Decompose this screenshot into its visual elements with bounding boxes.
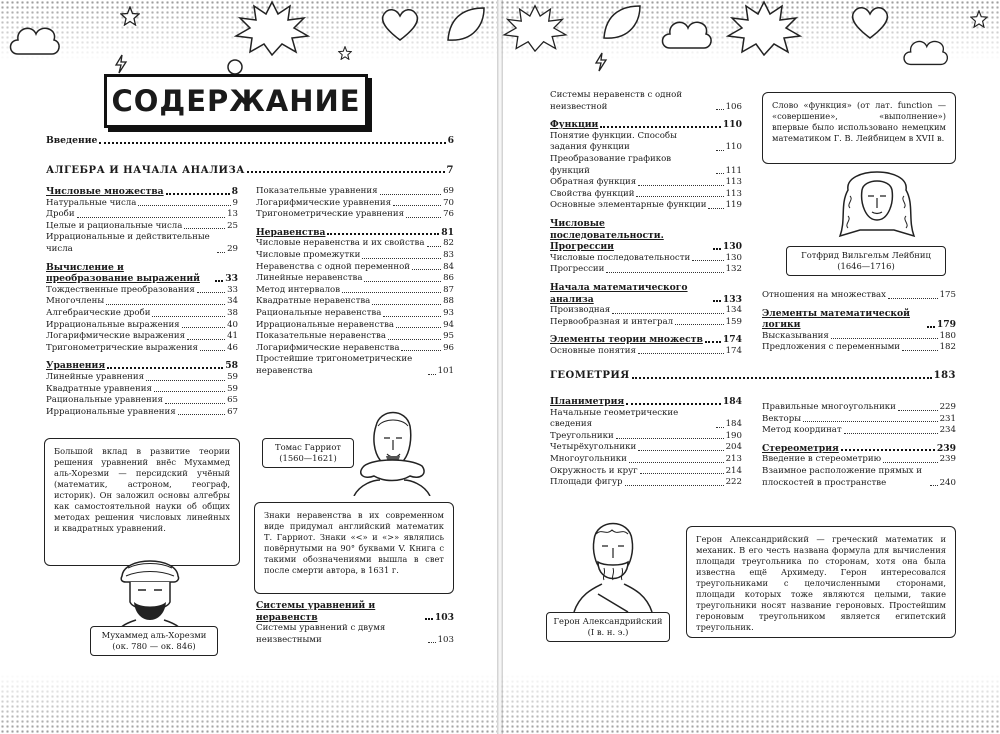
toc-entry-label: Окружность и круг [550, 465, 638, 476]
toc-page-number: 59 [227, 383, 238, 394]
toc-page-number: 84 [443, 261, 454, 272]
toc-page-number: 83 [443, 249, 454, 260]
toc-column [256, 600, 454, 646]
leaf-icon [444, 4, 488, 44]
leibniz-info-box: Слово «функция» (от лат. function — «совершение», «выполнение») впервые было использовано немецким математиком Г. В. Лейбницем в XVII в. [762, 92, 956, 164]
toc-entry-label: Системы неравенств с одной неизвестной [550, 90, 683, 112]
toc-page-number: 70 [443, 197, 454, 208]
toc-page-number: 65 [227, 395, 238, 406]
toc-entry-label: Правильные многоугольники [762, 402, 896, 412]
toc-section-heading [46, 360, 238, 372]
toc-entry [46, 285, 238, 297]
toc-entry [762, 425, 956, 437]
toc-page-number: 113 [725, 188, 742, 199]
toc-entry-label: Логарифмические неравенства [256, 342, 400, 353]
toc-entry-label: Линейные уравнения [46, 371, 145, 382]
toc-entry [256, 186, 454, 198]
toc-page-number: 106 [725, 101, 742, 112]
toc-entry [256, 354, 454, 377]
toc-page-number: 190 [725, 430, 742, 441]
toc-page-number: 33 [227, 284, 238, 295]
toc-entry [550, 131, 742, 154]
section-header-geometry: ГЕОМЕТРИЯ 183 [550, 370, 956, 381]
harriot-caption: Томас Гарриот (1560—1621) [262, 438, 354, 468]
toc-entry [46, 331, 238, 343]
toc-entry-label: Элементы математической логики [762, 307, 910, 331]
toc-column [256, 186, 454, 378]
toc-entry [762, 290, 956, 302]
leibniz-caption: Готфрид Вильгельм Лейбниц (1646—1716) [786, 246, 946, 276]
toc-page-number: 103 [437, 634, 454, 645]
toc-page-number: 180 [939, 330, 956, 341]
toc-page-number: 134 [725, 305, 742, 316]
toc-page-number: 29 [227, 243, 238, 254]
toc-page-number: 58 [225, 360, 238, 372]
burst-icon [724, 0, 804, 56]
toc-column [550, 396, 742, 489]
toc-entry-label: Неравенства [256, 226, 326, 238]
toc-entry [550, 305, 742, 317]
toc-entry-label: Иррациональные неравенства [256, 319, 395, 330]
star-icon [120, 6, 140, 26]
toc-page-number: 231 [939, 413, 956, 424]
toc-entry-label: Дроби [46, 209, 75, 220]
toc-entry-label: Треугольники [550, 430, 614, 441]
toc-entry-label: Понятие функции. Способы задания функции [550, 130, 677, 153]
toc-entry-label: Основные понятия [550, 345, 636, 356]
toc-geometry [550, 370, 956, 382]
toc-entry-label: Преобразование графиков функций [550, 153, 672, 176]
toc-page-number: 159 [725, 316, 742, 327]
toc-section-heading [550, 119, 742, 131]
toc-column [46, 186, 238, 418]
toc-entry-label: Системы уравнений и неравенств [256, 600, 376, 623]
toc-entry [46, 320, 238, 332]
toc-entry-label: Уравнения [46, 360, 106, 372]
star-icon [970, 10, 988, 28]
harriot-portrait [350, 404, 434, 496]
section-header-algebra: АЛГЕБРА И НАЧАЛА АНАЛИЗА 7 [46, 164, 454, 176]
toc-entry-label: Начала математического анализа [550, 281, 688, 305]
toc-section-heading [550, 334, 742, 346]
toc-entry-label: Показательные неравенства [256, 331, 386, 342]
toc-entry-label: Числовые промежутки [256, 249, 361, 260]
toc-entry [550, 477, 742, 489]
toc-entry-label: Числовые последовательности [550, 252, 691, 263]
toc-entry-label: Квадратные уравнения [46, 383, 152, 394]
toc-page-number: 184 [722, 396, 742, 407]
toc-page-number: 25 [227, 220, 238, 231]
toc-page-number: 133 [722, 293, 742, 305]
toc-page-number: 110 [725, 142, 742, 153]
toc-entry [256, 308, 454, 320]
toc-entry-label: Предложения с переменными [762, 342, 901, 353]
toc-entry [550, 177, 742, 189]
toc-entry [46, 343, 238, 355]
toc-entry-label: Первообразная и интеграл [550, 316, 674, 327]
toc-entry-label: Иррациональные уравнения [46, 406, 176, 417]
toc-page-number: 13 [227, 209, 238, 220]
toc-entry [256, 343, 454, 355]
toc-entry [762, 454, 956, 466]
toc-section-heading [256, 600, 454, 623]
toc-entry [762, 342, 956, 354]
toc-page-number: 111 [725, 165, 742, 176]
page-title: СОДЕРЖАНИЕ [104, 74, 368, 128]
toc-entry [46, 198, 238, 210]
toc-entry-label: Многочлены [46, 296, 105, 307]
toc-section-heading [256, 227, 454, 239]
toc-entry-label: Высказывания [762, 330, 829, 341]
heron-portrait [568, 512, 658, 612]
toc-entry [256, 262, 454, 274]
toc-entry-label: Производная [550, 305, 611, 316]
toc-entry-label: Планиметрия [550, 396, 625, 407]
toc-page-number: 240 [939, 477, 956, 488]
toc-page-number: 8 [231, 186, 238, 197]
heart-icon [380, 6, 420, 42]
toc-page-number: 46 [227, 342, 238, 353]
toc-entry-label: Логарифмические уравнения [256, 197, 392, 208]
toc-entry [550, 264, 742, 276]
toc-entry: Введение 6 [46, 135, 454, 146]
toc-entry [256, 198, 454, 210]
toc-column [762, 290, 956, 354]
toc-page-number: 214 [725, 465, 742, 476]
toc-page-number: 110 [722, 119, 742, 131]
toc-entry [46, 296, 238, 308]
toc-entry [762, 331, 956, 343]
toc-entry [550, 189, 742, 201]
toc-entry-label: Показательные уравнения [256, 186, 378, 196]
toc-column [762, 402, 956, 489]
halftone-pattern [500, 674, 1000, 734]
toc-entry [46, 384, 238, 396]
toc-page-number: 103 [434, 611, 454, 623]
cloud-icon [900, 34, 950, 68]
toc-entry-label: Метод координат [762, 425, 842, 436]
toc-entry [762, 414, 956, 426]
star-icon [338, 46, 352, 60]
toc-entry-label: Четырёхугольники [550, 442, 637, 453]
toc-entry-label: Натуральные числа [46, 197, 137, 208]
toc-page-number: 239 [939, 454, 956, 465]
toc-page-number: 213 [725, 453, 742, 464]
toc-page-number: 59 [227, 371, 238, 382]
toc-page-number: 234 [939, 425, 956, 436]
leibniz-portrait [834, 160, 920, 248]
toc-entry [256, 250, 454, 262]
toc-entry-label: Обратная функция [550, 177, 637, 188]
toc-page-number: 204 [725, 442, 742, 453]
toc-page-number: 38 [227, 307, 238, 318]
toc-entry-label: Многоугольники [550, 453, 627, 464]
toc-entry-label: Системы уравнений с двумя неизвестными [256, 623, 386, 645]
toc-entry-label: Иррациональные выражения [46, 319, 180, 330]
toc-entry-label: Элементы теории множеств [550, 334, 703, 346]
toc-entry [256, 285, 454, 297]
toc-entry-label: Логарифмические выражения [46, 331, 186, 342]
toc-section-heading [550, 282, 742, 305]
toc-entry [550, 466, 742, 478]
toc-page-number: 182 [939, 342, 956, 353]
toc-entry-label: Вычисление и преобразование выражений [46, 261, 200, 285]
toc-page-number: 33 [225, 273, 238, 285]
toc-entry-label: Целые и рациональные числа [46, 220, 183, 231]
toc-entry-label: Метод интервалов [256, 284, 341, 295]
toc-section-heading [762, 308, 956, 331]
toc-entry [46, 372, 238, 384]
toc-entry-label: Линейные неравенства [256, 273, 363, 284]
toc-entry [550, 253, 742, 265]
toc-page-number: 40 [227, 319, 238, 330]
toc-page-number: 175 [939, 290, 956, 300]
toc-entry [550, 431, 742, 443]
heart-icon [850, 4, 890, 40]
toc-entry [46, 232, 238, 255]
toc-page-number: 119 [725, 200, 742, 211]
toc-entry [46, 221, 238, 233]
right-page [500, 0, 1000, 734]
toc-entry [256, 238, 454, 250]
toc-entry-label: Тригонометрические уравнения [256, 209, 404, 220]
toc-entry [46, 209, 238, 221]
toc-page-number: 130 [722, 241, 742, 253]
toc-entry-label: Векторы [762, 413, 802, 424]
khorezmi-caption: Мухаммед аль-Хорезми (ок. 780 — ок. 846) [90, 626, 218, 656]
toc-page-number: 113 [725, 177, 742, 188]
toc-entry [550, 200, 742, 212]
toc-entry-label: Числовые неравенства и их свойства [256, 238, 425, 249]
burst-icon [500, 4, 570, 52]
toc-section-heading [550, 218, 742, 253]
burst-icon [232, 0, 312, 56]
toc-entry [762, 466, 956, 489]
toc-entry-label: Тригонометрические выражения [46, 342, 198, 353]
toc-entry [762, 402, 956, 414]
toc-page-number: 95 [443, 331, 454, 342]
toc-entry-label: Введение в стереометрию [762, 454, 882, 465]
toc-entry-label: Тождественные преобразования [46, 284, 195, 295]
toc-entry [256, 331, 454, 343]
toc-entry [550, 346, 742, 358]
toc-intro [46, 135, 454, 176]
toc-entry [256, 320, 454, 332]
toc-entry-label: Алгебраические дроби [46, 307, 151, 318]
toc-entry-label: Основные элементарные функции [550, 200, 707, 211]
toc-section-heading [46, 262, 238, 285]
heron-caption: Герон Александрийский (I в. н. э.) [546, 612, 670, 642]
toc-entry [550, 408, 742, 431]
toc-entry-label: Рациональные неравенства [256, 307, 382, 318]
toc-page-number: 93 [443, 307, 454, 318]
toc-page-number: 82 [443, 238, 454, 249]
toc-entry [550, 454, 742, 466]
cloud-icon [658, 14, 714, 52]
toc-entry [550, 154, 742, 177]
toc-page-number: 41 [227, 331, 238, 342]
toc-entry [256, 296, 454, 308]
toc-section-heading [550, 396, 742, 408]
toc-page-number: 101 [437, 365, 454, 376]
toc-entry-label: Функции [550, 119, 599, 131]
toc-entry-label: Простейшие тригонометрические неравенства [256, 354, 413, 376]
toc-entry-label: Квадратные неравенства [256, 296, 371, 307]
toc-entry-label: Числовые последовательности. Прогрессии [550, 217, 664, 253]
toc-entry [46, 395, 238, 407]
toc-entry-label: Неравенства с одной переменной [256, 261, 411, 272]
toc-entry-label: Свойства функций [550, 188, 635, 199]
toc-page-number: 69 [443, 186, 454, 196]
toc-entry [550, 90, 742, 113]
toc-page-number: 76 [443, 209, 454, 220]
toc-page-number: 67 [227, 406, 238, 417]
toc-column [550, 90, 742, 357]
toc-page-number: 179 [936, 319, 956, 331]
toc-page-number: 34 [227, 296, 238, 307]
toc-page-number: 87 [443, 284, 454, 295]
toc-section-heading [762, 443, 956, 455]
toc-page-number: 81 [441, 226, 454, 238]
toc-page-number: 9 [232, 197, 238, 208]
toc-entry-label: Отношения на множествах [762, 290, 886, 300]
toc-entry [256, 623, 454, 646]
cloud-icon [6, 20, 62, 58]
toc-entry-label: Числовые множества [46, 186, 164, 197]
toc-entry [256, 209, 454, 221]
toc-page-number: 130 [725, 252, 742, 263]
toc-page-number: 229 [939, 402, 956, 412]
toc-page-number: 96 [443, 342, 454, 353]
harriot-info-box: Знаки неравенства в их современном виде придумал английский математик Т. Гарриот. Знаки «<» и «>» являлись повёрнутыми на 90° буквами V. Книга с такими обозначениями вышла в свет после смерти автора, в 1631 г. [254, 502, 454, 594]
toc-entry-label: Начальные геометрические сведения [550, 407, 679, 430]
lightning-icon [594, 52, 608, 72]
leaf-icon [600, 2, 644, 42]
khorezmi-info-box: Большой вклад в развитие теории решения уравнений внёс Мухаммед аль-Хорезми — персидский учёный (математик, астроном, географ, историк). Он заложил основы алгебры как самостоятельной науки об общих методах решения числовых линейных и квадратных уравнений. [44, 438, 240, 566]
toc-entry-label: Площади фигур [550, 477, 623, 488]
toc-entry [46, 308, 238, 320]
toc-page-number: 132 [725, 264, 742, 275]
toc-page-number: 174 [722, 334, 742, 346]
toc-entry-label: Взаимное расположение прямых и плоскостей в пространстве [762, 465, 922, 488]
toc-page-number: 184 [725, 419, 742, 430]
toc-entry [256, 273, 454, 285]
toc-entry [550, 442, 742, 454]
toc-page-number: 88 [443, 296, 454, 307]
toc-page-number: 222 [725, 477, 742, 488]
toc-entry-label: Рациональные уравнения [46, 395, 163, 406]
heron-info-box: Герон Александрийский — греческий математик и механик. В его честь названа формула для вычисления площади треугольника по сторонам, хотя она была известна ещё Архимеду. Герон интересовался треугольниками с целочисленными сторонами, площади которых тоже являются целыми, такие треугольники носят название героновых. Простейшим героновым треугольником является египетский треугольник. [686, 526, 956, 638]
toc-page-number: 94 [443, 319, 454, 330]
lightning-icon [114, 54, 128, 74]
toc-entry-label: Стереометрия [762, 442, 839, 454]
toc-page-number: 239 [936, 442, 956, 454]
toc-entry [46, 407, 238, 419]
toc-section-heading [46, 186, 238, 198]
toc-entry-label: Прогрессии [550, 264, 605, 275]
halftone-pattern [0, 674, 500, 734]
toc-page-number: 174 [725, 345, 742, 356]
toc-entry-label: Иррациональные и действительные числа [46, 232, 210, 254]
toc-entry [550, 317, 742, 329]
toc-page-number: 86 [443, 273, 454, 284]
